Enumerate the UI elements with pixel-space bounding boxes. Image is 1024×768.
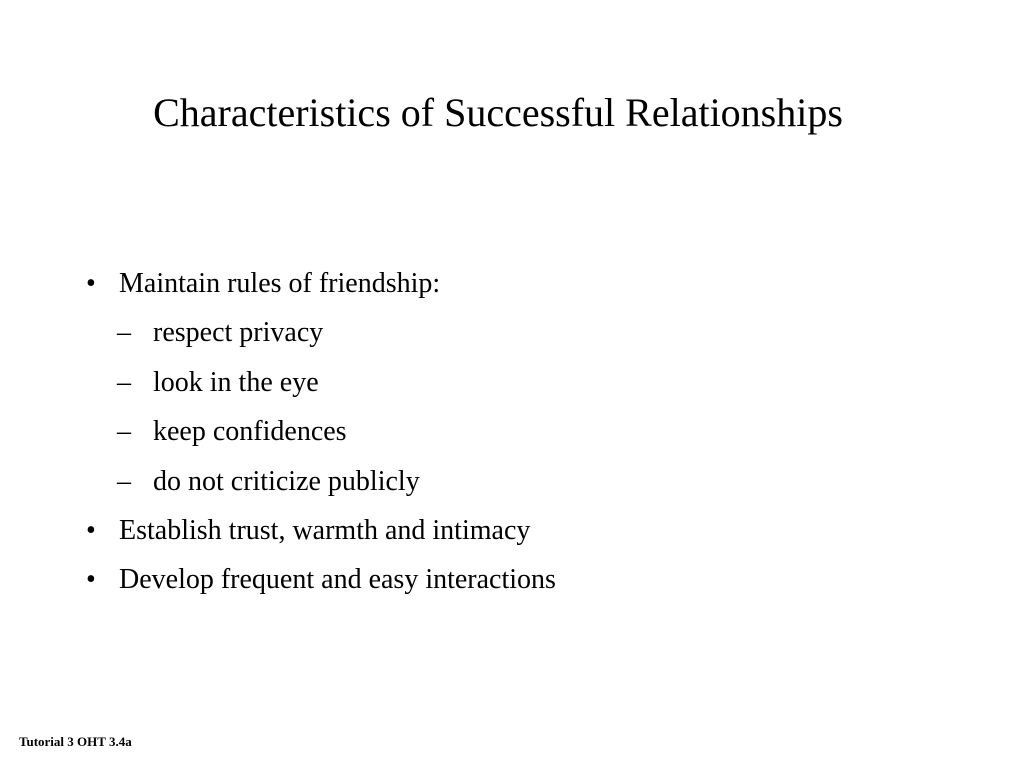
dash-marker: – — [117, 416, 131, 448]
sub-bullet-item — [86, 311, 966, 360]
bullet-marker: • — [86, 564, 96, 596]
sub-bullet-text: do not criticize publicly — [153, 465, 420, 497]
slide-title: Characteristics of Successful Relationships — [153, 90, 843, 135]
bullet-text: Establish trust, warmth and intimacy — [119, 514, 531, 546]
slide-footer: Tutorial 3 OHT 3.4a — [19, 734, 132, 749]
bullet-item — [86, 262, 966, 311]
bullet-item — [86, 509, 966, 558]
dash-marker: – — [117, 366, 131, 398]
bullet-list — [86, 262, 966, 608]
sub-bullet-item — [86, 410, 966, 459]
bullet-text: Develop frequent and easy interactions — [119, 564, 556, 596]
bullet-marker: • — [86, 514, 96, 546]
dash-marker: – — [117, 465, 131, 497]
sub-bullet-text: respect privacy — [153, 317, 324, 349]
sub-bullet-text: look in the eye — [153, 366, 319, 398]
sub-bullet-item — [86, 460, 966, 509]
bullet-marker: • — [86, 268, 96, 299]
sub-bullet-text: keep confidences — [153, 416, 347, 448]
dash-marker: – — [117, 317, 131, 349]
sub-bullet-item — [86, 361, 966, 410]
bullet-item — [86, 558, 966, 607]
bullet-text: Maintain rules of friendship: — [119, 268, 441, 299]
